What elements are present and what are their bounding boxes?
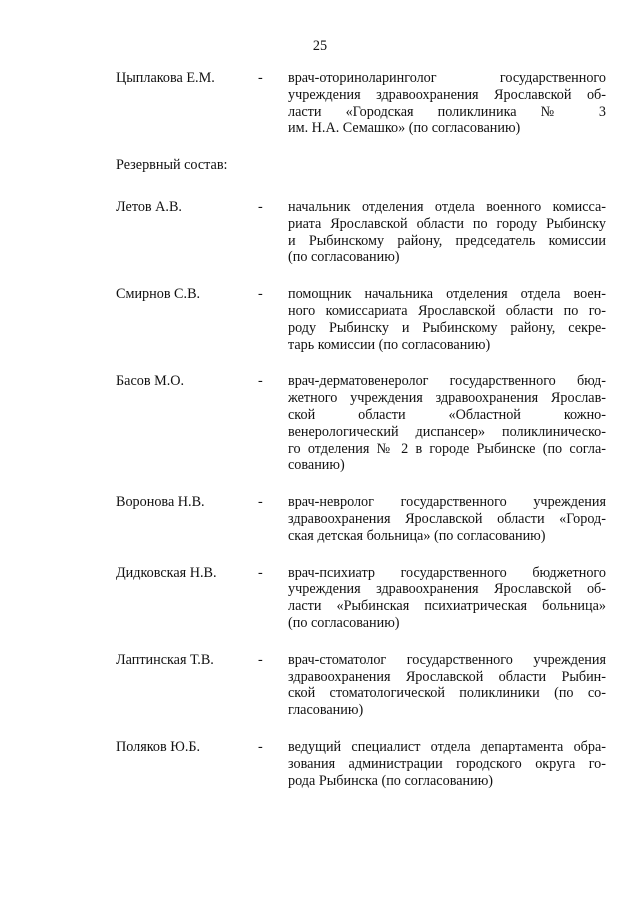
position-line: учреждения здравоохранения Ярославской об- <box>288 581 606 598</box>
member-entry-polyakov <box>116 739 606 789</box>
dash-separator: - <box>258 373 263 390</box>
position-line: ская детская больница» (по согласованию) <box>288 527 546 544</box>
position-line: го отделения № 2 в городе Рыбинске (по согла- <box>288 440 606 457</box>
reserve-section-label: Резервный состав: <box>116 157 228 174</box>
position-line: и Рыбинскому району, председатель комиссии <box>288 232 606 249</box>
member-entry-didkovskaya <box>116 565 606 632</box>
document-body <box>116 70 606 789</box>
member-position <box>288 286 606 353</box>
member-position <box>288 494 606 544</box>
position-line: врач-психиатр государственного бюджетного <box>288 564 606 581</box>
member-position <box>288 373 606 474</box>
position-line: учреждения здравоохранения Ярославской об- <box>288 86 606 103</box>
member-name: Воронова Н.В. <box>116 494 205 511</box>
member-name: Поляков Ю.Б. <box>116 738 201 755</box>
position-line: здравоохранения Ярославской области Рыбин- <box>288 668 606 685</box>
page-number: 25 <box>312 38 328 54</box>
position-line: ласти «Рыбинская психиатрическая больница» <box>288 598 606 615</box>
position-line: врач-дерматовенеролог государственного бюд- <box>288 373 606 390</box>
position-line: врач-стоматолог государственного учреждения <box>288 651 606 668</box>
member-name: Летов А.В. <box>116 198 182 215</box>
member-name: Дидковская Н.В. <box>116 564 217 581</box>
member-name: Лаптинская Т.В. <box>116 651 214 668</box>
position-line: врач-невролог государственного учреждения <box>288 494 606 511</box>
position-line: ской стоматологической поликлиники (по со- <box>288 685 606 702</box>
member-name: Цыплакова Е.М. <box>116 70 215 86</box>
position-line: помощник начальника отделения отдела воен- <box>288 286 606 303</box>
member-entry-smirnov <box>116 286 606 353</box>
member-entry-tsyplakova <box>116 70 606 137</box>
position-line: ской области «Областной кожно- <box>288 406 606 423</box>
position-line: рода Рыбинска (по согласованию) <box>288 772 494 789</box>
dash-separator: - <box>258 651 263 668</box>
position-line: тарь комиссии (по согласованию) <box>288 336 491 353</box>
member-entry-letov <box>116 199 606 266</box>
member-entry-basov <box>116 373 606 474</box>
position-line: зования администрации городского округа го- <box>288 755 606 772</box>
position-line: (по согласованию) <box>288 249 400 266</box>
dash-separator: - <box>258 198 263 215</box>
position-line: жетного учреждения здравоохранения Ярослав- <box>288 390 606 407</box>
member-entry-laptinskaya <box>116 652 606 719</box>
member-entry-voronova <box>116 494 606 544</box>
position-line: гласованию) <box>288 702 364 719</box>
member-position <box>288 739 606 789</box>
member-name: Смирнов С.В. <box>116 286 201 303</box>
position-line: им. Н.А. Семашко» (по согласованию) <box>288 120 521 137</box>
position-line: врач-оториноларинголог государственного <box>288 70 606 86</box>
position-line: роду Рыбинску и Рыбинскому району, секре- <box>288 319 606 336</box>
member-position <box>288 199 606 266</box>
dash-separator: - <box>258 286 263 303</box>
dash-separator: - <box>258 494 263 511</box>
member-name: Басов М.О. <box>116 373 185 390</box>
position-line: ного комиссариата Ярославской области по го- <box>288 302 606 319</box>
dash-separator: - <box>258 564 263 581</box>
position-line: риата Ярославской области по городу Рыбинску <box>288 215 606 232</box>
position-line: венерологический диспансер» поликлиническо- <box>288 423 606 440</box>
position-line: (по согласованию) <box>288 614 400 631</box>
member-position <box>288 565 606 632</box>
position-line: сованию) <box>288 457 345 474</box>
position-line: ведущий специалист отдела департамента обра- <box>288 738 606 755</box>
position-line: ласти «Городская поликлиника № 3 <box>288 103 606 120</box>
dash-separator: - <box>258 70 263 86</box>
member-position <box>288 70 606 137</box>
member-position <box>288 652 606 719</box>
dash-separator: - <box>258 738 263 755</box>
position-line: начальник отделения отдела военного комисса- <box>288 198 606 215</box>
position-line: здравоохранения Ярославской области «Город- <box>288 510 606 527</box>
